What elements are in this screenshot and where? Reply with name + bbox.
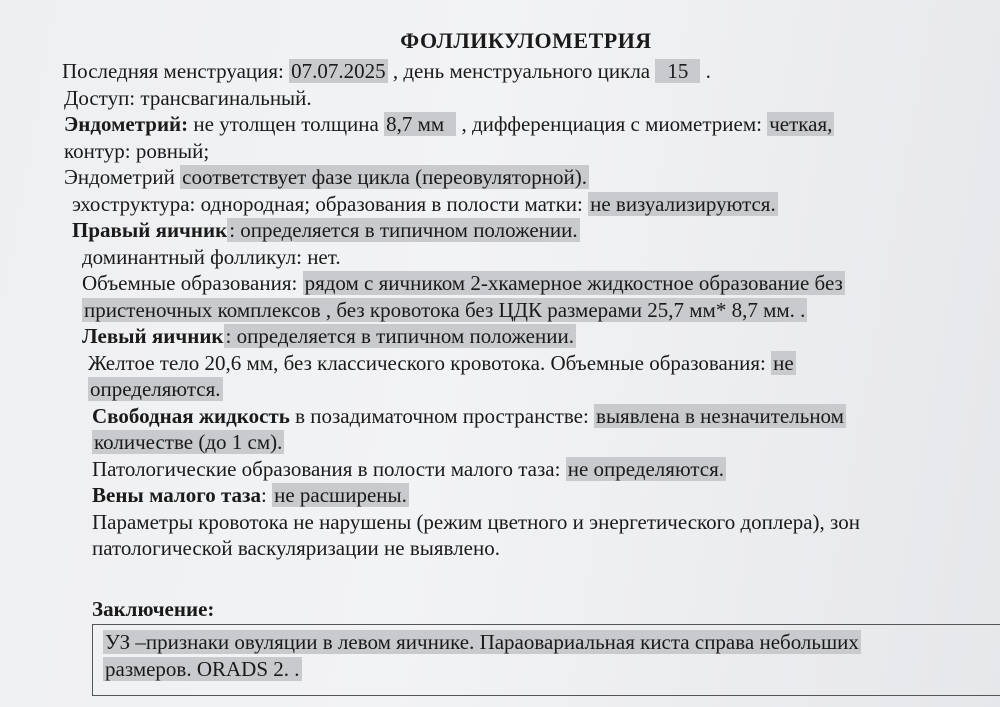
endometrium-phase-label: Эндометрий [64, 165, 175, 189]
right-mass-value-2: пристеночных комплексов , без кровотока без ЦДК размерами 25,7 мм* 8,7 мм. . [84, 297, 806, 322]
access-line: Доступ: трансвагинальный. [64, 85, 312, 110]
corpus-luteum-line [88, 350, 940, 377]
conclusion-line-1 [103, 629, 1000, 656]
report-title: ФОЛЛИКУЛОМЕТРИЯ [400, 28, 652, 53]
pathology-label: Патологические образования в полости малого таза: [92, 456, 561, 481]
conclusion-box [92, 624, 1000, 696]
conclusion-text-2: размеров. ORADS 2. . [105, 656, 300, 681]
endometrium-diff-value: четкая, [769, 112, 833, 136]
conclusion-text-1: УЗ –признаки овуляции в левом яичнике. Параовариальная киста справа небольших [105, 630, 859, 654]
corpus-luteum-value-2: определяются. [90, 377, 221, 401]
right-ovary-heading: Правый яичник [72, 218, 228, 242]
right-mass-line [82, 270, 940, 297]
menstruation-label: Последняя менструация: [62, 59, 284, 83]
right-ovary-line [72, 217, 940, 244]
menstruation-end: . [705, 59, 711, 83]
endometrium-phase-line [64, 164, 940, 191]
echostructure-value: не визуализируются. [590, 191, 776, 216]
blood-flow-line-2: патологической васкуляризации не выявлено. [92, 536, 500, 560]
menstruation-date: 07.07.2025 [291, 59, 386, 83]
free-fluid-value-2: количестве (до 1 см). [94, 430, 283, 454]
endometrium-diff-label: , дифференциация с миометрием: [461, 112, 762, 136]
left-ovary-position: : определяется в типичном положении. [225, 324, 574, 348]
pathology-value: не определяются. [567, 456, 725, 481]
corpus-luteum-text: Желтое тело 20,6 мм, без классического кровотока. Объемные образования: [88, 350, 766, 375]
corpus-luteum-line-2 [88, 376, 940, 403]
menstruation-line [62, 58, 940, 85]
pelvic-veins-heading: Вены малого таза [92, 483, 261, 507]
endometrium-thickness-value: 8,7 мм [384, 112, 456, 136]
pelvic-veins-value: не расширены. [274, 483, 407, 507]
spacer [62, 562, 940, 596]
right-mass-label: Объемные образования: [82, 271, 298, 295]
echostructure-label: эхоструктура: однородная; образования в полости матки: [72, 191, 583, 216]
endometrium-line [64, 111, 940, 138]
pathology-line [92, 456, 940, 483]
cycle-day-value: 15 [655, 59, 700, 83]
conclusion-heading: Заключение: [92, 596, 215, 621]
right-mass-value-1: рядом с яичником 2-хкамерное жидкостное образование без [304, 271, 843, 295]
free-fluid-value-1: выявлена в незначительном [596, 403, 844, 428]
free-fluid-line [92, 403, 940, 430]
right-ovary-position: : определяется в типичном положении. [229, 218, 578, 242]
right-mass-line-2 [82, 297, 940, 324]
free-fluid-heading: Свободная жидкость [92, 403, 290, 428]
endometrium-thickness-label: не утолщен толщина [193, 112, 379, 136]
cycle-day-label: , день менструального цикла [392, 59, 651, 83]
endometrium-contour: контур: ровный; [64, 138, 210, 163]
dominant-follicle: доминантный фолликул: нет. [82, 244, 341, 269]
free-fluid-line-2 [92, 429, 940, 456]
conclusion-line-2 [103, 656, 1000, 683]
corpus-luteum-value-1: не [773, 350, 794, 375]
left-ovary-heading: Левый яичник [82, 324, 224, 348]
echostructure-line [72, 191, 940, 218]
left-ovary-line [82, 323, 940, 350]
blood-flow-line-1: Параметры кровотока не нарушены (режим цветного и энергетического доплера), зон [92, 509, 860, 534]
pelvic-veins-line [92, 482, 940, 509]
endometrium-phase-value: соответствует фазе цикла (переовуляторной). [182, 165, 588, 189]
conclusion-heading-line [92, 596, 940, 623]
pelvic-veins-colon: : [260, 483, 267, 507]
endometrium-heading: Эндометрий: [64, 112, 189, 136]
free-fluid-label: в позадиматочном пространстве: [295, 403, 589, 428]
